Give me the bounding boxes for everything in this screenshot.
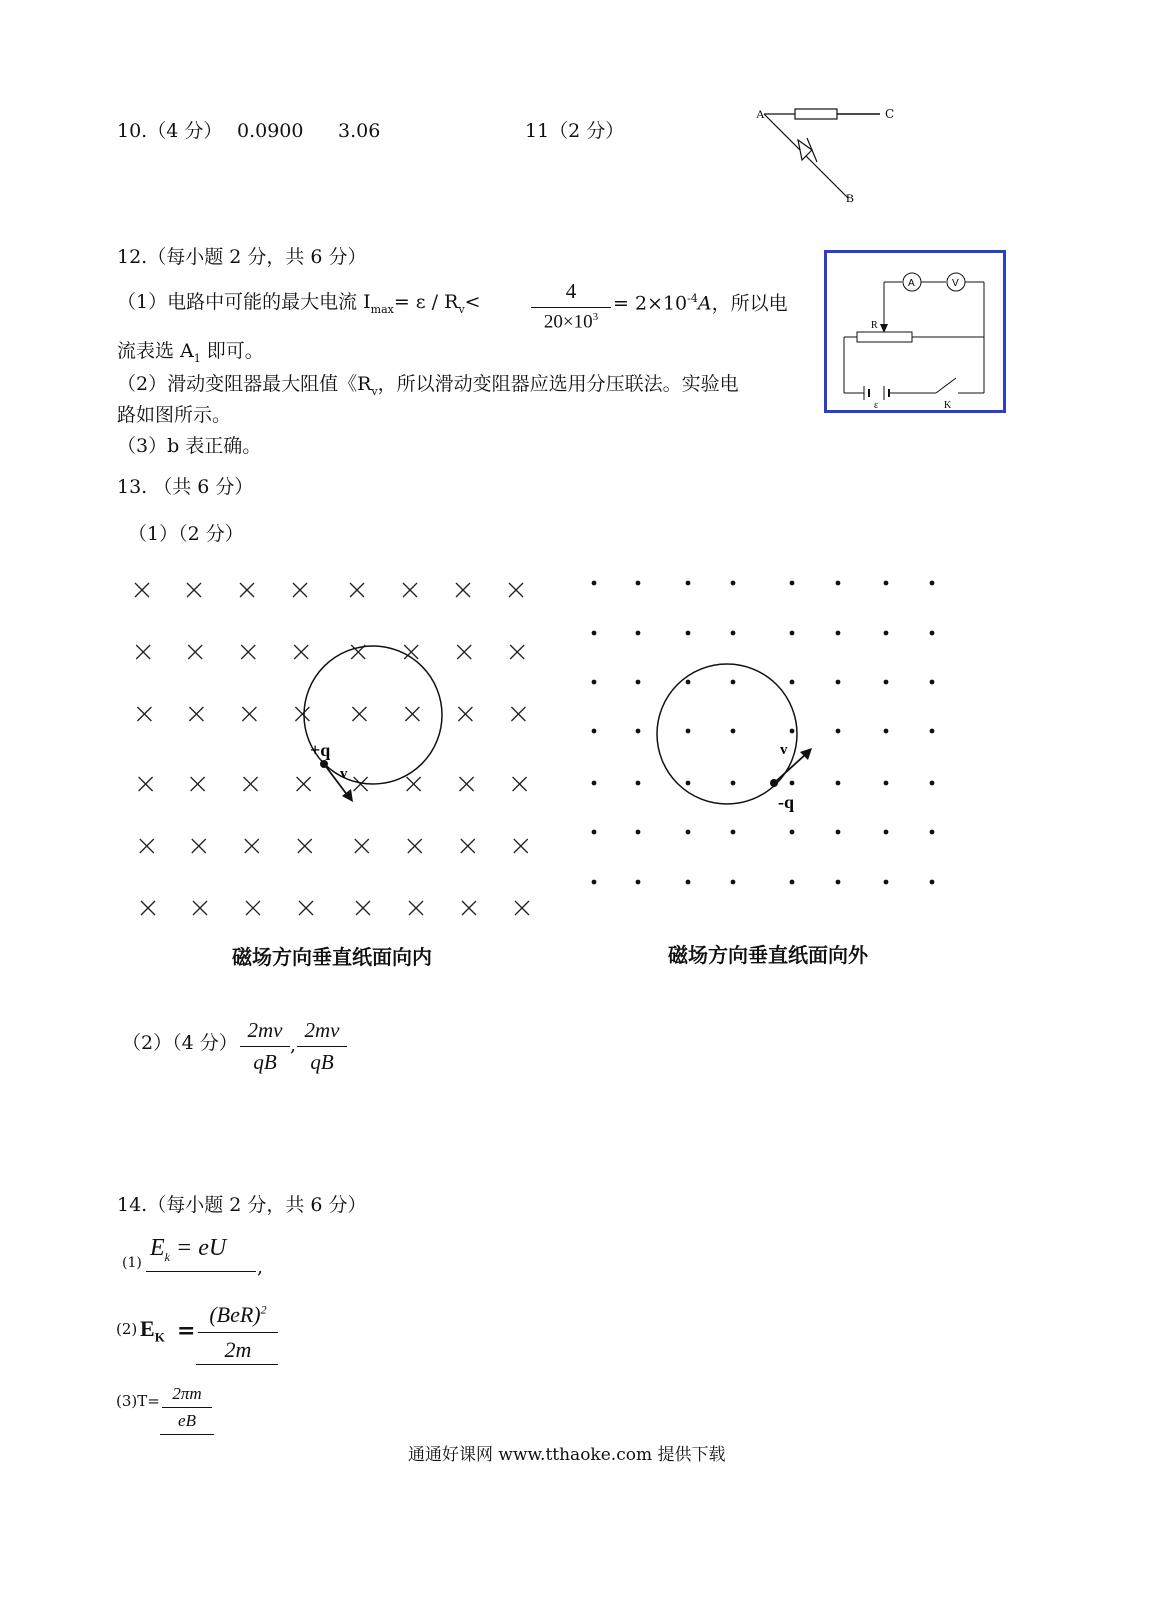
field-cross-marker (139, 777, 153, 791)
node-c-label: C (885, 107, 895, 121)
q10-label: 10.（4 分） (117, 120, 223, 142)
field-dot-marker (884, 830, 889, 835)
field-cross-marker (298, 839, 312, 853)
field-cross-marker (135, 583, 149, 597)
field-dot-marker (686, 680, 691, 685)
field-cross-marker (187, 583, 201, 597)
field-cross-marker (294, 645, 308, 659)
field-dot-marker (790, 729, 795, 734)
field-dot-marker (731, 781, 736, 786)
field-cross-marker (457, 645, 471, 659)
field-cross-marker (407, 777, 421, 791)
field-cross-marker (188, 645, 202, 659)
field-dot-marker (836, 729, 841, 734)
field-dot-marker (731, 880, 736, 885)
q13-part2: （2）（4 分） (122, 1032, 238, 1054)
field-dot-marker (790, 581, 795, 586)
field-dot-marker (884, 781, 889, 786)
q14-p2-underline (196, 1364, 278, 1365)
node-b-label: B (846, 191, 855, 205)
q14-p2-label: (2) (116, 1320, 138, 1338)
field-cross-marker (514, 839, 528, 853)
field-dot-marker (930, 729, 935, 734)
q14-p1-expression: $E_k$ = eU (150, 1235, 227, 1264)
field-cross-marker (409, 901, 423, 915)
field-dot-marker (930, 680, 935, 685)
q12-p1-line2: 流表选 $A_1$ 即可。 (117, 340, 264, 365)
field-cross-marker (456, 583, 470, 597)
field-dot-marker (930, 631, 935, 636)
field-dot-marker (592, 880, 597, 885)
field-dot-marker (884, 729, 889, 734)
field-cross-marker (352, 707, 366, 721)
field-cross-marker (408, 839, 422, 853)
field-dot-marker (636, 781, 641, 786)
field-cross-marker (137, 707, 151, 721)
field-cross-marker (192, 839, 206, 853)
q10-value-1: 0.0900 (237, 120, 304, 142)
field-dot-marker (686, 830, 691, 835)
switch-symbol (936, 378, 956, 393)
field-cross-marker (242, 707, 256, 721)
field-dot-marker (636, 830, 641, 835)
field-dot-marker (790, 781, 795, 786)
field-cross-marker (244, 777, 258, 791)
q12-title: 12.（每小题 2 分，共 6 分） (117, 246, 367, 268)
resistor-symbol (795, 109, 837, 119)
field-dot-marker (884, 581, 889, 586)
field-cross-marker (241, 645, 255, 659)
field-cross-marker (245, 839, 259, 853)
field-dot-marker (790, 880, 795, 885)
field-cross-marker (141, 901, 155, 915)
field-dot-marker (592, 631, 597, 636)
q14-p3-fraction: 2πm eB (162, 1384, 212, 1431)
diode-symbol (798, 140, 812, 160)
field-cross-marker (462, 901, 476, 915)
q14-p2-lhs: $E_K$ (140, 1316, 165, 1345)
q13-fraction-2: 2mv qB (297, 1018, 347, 1075)
q13-part1: （1）（2 分） (128, 523, 244, 545)
field-dot-marker (731, 631, 736, 636)
field-dot-marker (836, 880, 841, 885)
field-dot-marker (592, 729, 597, 734)
field-dot-marker (930, 781, 935, 786)
field-cross-marker (240, 583, 254, 597)
q14-p3-underline (160, 1434, 214, 1435)
field-dot-marker (686, 729, 691, 734)
field-dot-marker (884, 880, 889, 885)
field-dot-marker (790, 631, 795, 636)
q10-value-2: 3.06 (338, 120, 381, 142)
field-dot-marker (731, 581, 736, 586)
field-cross-marker (191, 777, 205, 791)
svg-text:R: R (871, 320, 878, 331)
svg-text:V: V (952, 278, 959, 289)
field-cross-marker (461, 839, 475, 853)
magnetic-field-into-page-diagram (120, 568, 550, 928)
field-dot-marker (731, 830, 736, 835)
field-cross-marker (193, 901, 207, 915)
field-cross-marker (189, 707, 203, 721)
field-cross-marker (136, 645, 150, 659)
field-dot-marker (592, 680, 597, 685)
q14-p1-label: (1) (122, 1255, 142, 1271)
velocity-label-right: v (780, 742, 788, 758)
field-cross-marker (405, 707, 419, 721)
field-cross-marker (458, 707, 472, 721)
field-dot-marker (592, 581, 597, 586)
footer-text: 通通好课网 www.tthaoke.com 提供下载 (408, 1445, 726, 1465)
q12-p3: （3）b 表正确。 (117, 435, 262, 457)
field-dot-marker (592, 830, 597, 835)
field-cross-marker (356, 901, 370, 915)
diode-resistor-diagram (750, 98, 880, 208)
q14-p1-underline (146, 1271, 256, 1272)
field-dot-marker (686, 880, 691, 885)
right-field-caption: 磁场方向垂直纸面向外 (668, 943, 868, 967)
field-dot-marker (836, 830, 841, 835)
field-cross-marker (403, 583, 417, 597)
q12-p1-result: = $2\times 10^{-4}A$，所以电 (613, 292, 788, 315)
field-dot-marker (636, 729, 641, 734)
q12-fraction: 4 $20\times 10^3$ (531, 279, 611, 333)
field-cross-marker (460, 777, 474, 791)
node-a-label: A (756, 107, 765, 121)
field-dot-marker (636, 680, 641, 685)
field-dot-marker (836, 680, 841, 685)
field-dot-marker (884, 680, 889, 685)
q14-p2-equals: = (177, 1318, 196, 1344)
q12-p1-line1: （1）电路中可能的最大电流 $I_{max}= \varepsilon / R_v<$ (117, 291, 481, 316)
field-cross-marker (355, 839, 369, 853)
field-dot-marker (686, 781, 691, 786)
q14-p1-comma: , (257, 1256, 264, 1278)
left-field-caption: 磁场方向垂直纸面向内 (232, 945, 432, 969)
field-cross-marker (350, 583, 364, 597)
field-dot-marker (930, 830, 935, 835)
svg-text:K: K (944, 400, 952, 411)
q14-title: 14.（每小题 2 分，共 6 分） (117, 1194, 367, 1216)
field-dot-marker (731, 729, 736, 734)
field-dot-marker (790, 830, 795, 835)
q13-title: 13. （共 6 分） (117, 476, 254, 498)
svg-text:A: A (908, 278, 915, 289)
field-dot-marker (636, 880, 641, 885)
field-cross-marker (511, 707, 525, 721)
field-dot-marker (836, 781, 841, 786)
field-dot-marker (731, 680, 736, 685)
q14-p3-label: (3)T= (116, 1392, 160, 1410)
field-dot-marker (930, 880, 935, 885)
field-cross-marker (509, 583, 523, 597)
field-cross-marker (513, 777, 527, 791)
q14-p2-fraction: (BeR)$^2$ 2m (198, 1302, 278, 1363)
q12-p2-line2: 路如图所示。 (117, 404, 232, 426)
q13-fraction-1: 2mv qB (240, 1018, 290, 1075)
field-dot-marker (836, 631, 841, 636)
field-cross-marker (246, 901, 260, 915)
q11-label: 11（2 分） (525, 120, 625, 142)
svg-text:ε: ε (874, 400, 879, 411)
q13-comma: , (290, 1034, 297, 1056)
field-cross-marker (299, 901, 313, 915)
field-dot-marker (686, 631, 691, 636)
voltage-divider-circuit (824, 250, 1006, 413)
field-dot-marker (686, 581, 691, 586)
field-cross-marker (510, 645, 524, 659)
field-dot-marker (636, 581, 641, 586)
field-cross-marker (515, 901, 529, 915)
velocity-label-left: v (340, 766, 348, 782)
field-dot-marker (930, 581, 935, 586)
field-cross-marker (140, 839, 154, 853)
field-dot-marker (790, 680, 795, 685)
field-cross-marker (295, 707, 309, 721)
field-dot-marker (836, 581, 841, 586)
negative-charge-label: -q (778, 792, 795, 812)
field-dot-marker (884, 631, 889, 636)
magnetic-field-out-of-page-diagram (580, 568, 960, 898)
field-cross-marker (293, 583, 307, 597)
field-dot-marker (636, 631, 641, 636)
rheostat-symbol (857, 332, 912, 342)
field-cross-marker (297, 777, 311, 791)
q12-p2-line1: （2）滑动变阻器最大阻值《$R_v$，所以滑动变阻器应选用分压联法。实验电 (117, 373, 739, 398)
positive-charge-label: +q (310, 740, 331, 760)
field-dot-marker (592, 781, 597, 786)
